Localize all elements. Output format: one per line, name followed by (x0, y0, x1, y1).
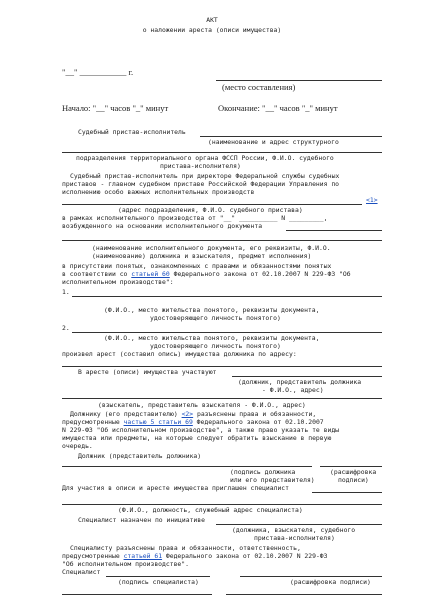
witness-2-caption-a: (Ф.И.О., место жительства понятого, реквизиты документа, (104, 334, 320, 342)
claimant-line (62, 398, 382, 399)
rights-line2 (62, 418, 324, 426)
arrest-address-line (62, 366, 382, 367)
witness-line1: в присутствии понятых, ознакомленных с правами и обязанностями понятых (62, 262, 332, 270)
article-60-link[interactable]: статьей 60 (131, 270, 170, 278)
specialist-sign-caption: (подпись специалиста) (118, 578, 199, 586)
sign-caption-2: (расшифровка (330, 468, 377, 476)
debtor-decode-line (320, 466, 382, 467)
specialist-caption: (Ф.И.О., должность, служебный адрес специалиста) (118, 506, 303, 514)
specialist-invited: Для участия в описи и аресте имущества приглашен специалист (62, 484, 290, 492)
rights2-text-a: предусмотренные (62, 418, 124, 426)
participants-line (232, 376, 382, 377)
division-line (62, 152, 382, 153)
rights2-text-b: Федерального закона от 02.10.2007 (192, 418, 324, 426)
witness-1-caption-a: (Ф.И.О., место жительства понятого, реквизиты документа, (104, 306, 320, 314)
spec-rights-text-b: Федерального закона от 02.10.2007 N 229-ФЗ (162, 552, 328, 560)
division-caption-3: пристава-исполнителя) (160, 162, 241, 170)
date-field: "__" ___________ г. (62, 67, 134, 77)
footnote-link-2[interactable]: <2> (181, 410, 194, 418)
bailiff-paragraph-line2: приставов - главном судебном приставе Российской Федерации Управления по (62, 180, 340, 188)
document-line (286, 230, 382, 231)
spec-rights-line3: "Об исполнительном производстве". (62, 560, 189, 568)
spec-rights-line2 (62, 552, 328, 560)
address-line (62, 204, 362, 205)
rights-text-b: разъяснены права и обязанности, (193, 410, 317, 418)
document-line-2 (62, 240, 382, 241)
place-caption: (место составления) (222, 82, 296, 92)
participants-label: В аресте (описи) имущества участвуют (78, 368, 217, 376)
end-time: Окончание: "__" часов "_" минут (218, 103, 338, 113)
specialist-sign-line (106, 576, 210, 577)
specialist-label: Специалист (62, 568, 101, 576)
arrest-line: произвел арест (составил опись) имущества должника по адресу: (62, 350, 297, 358)
witness-1-line (72, 296, 382, 297)
bottom-line-right (226, 594, 382, 595)
witness-1-number: 1. (62, 288, 70, 296)
place-line (216, 80, 382, 81)
debtor-caption-1: (должник, представитель должника (238, 378, 362, 386)
division-caption: (наименование и адрес структурного (208, 138, 339, 146)
bailiff-line (200, 136, 382, 137)
rights-line3: N 229-ФЗ "Об исполнительном производстве", а также право указать те виды (62, 426, 340, 434)
proceeding-line1: в рамках исполнительного производства от "__" __________ N _________, (62, 214, 328, 222)
document-title: АКТ (206, 16, 218, 24)
specialist-assigned: Специалист назначен по инициативе (78, 516, 205, 524)
article-69-link[interactable]: частью 5 статьи 69 (123, 418, 193, 426)
rights-line5: очередь. (62, 442, 93, 450)
witness-line3: исполнительном производстве": (62, 278, 174, 286)
debtor-sign-line (62, 466, 312, 467)
witness-1-caption-b: удостоверяющего личность понятого) (150, 314, 281, 322)
witness-2-caption-b: удостоверяющего личность понятого) (150, 342, 281, 350)
rights-line1 (70, 410, 316, 418)
specialist-decode-caption: (расшифровка подписи) (290, 578, 371, 586)
sign-caption-1: (подпись должника (230, 468, 296, 476)
debtor-caption-2: - Ф.И.О., адрес) (262, 386, 324, 394)
claimant-caption: (взыскатель, представитель взыскателя - Ф.И.О., адрес) (98, 401, 306, 409)
sign-caption-4: подписи) (338, 476, 369, 484)
initiative-caption-1: (должника, взыскателя, судебного (232, 526, 356, 534)
specialist-decode-line (240, 576, 382, 577)
debtor-sign-label: Должник (представитель должника) (78, 452, 202, 460)
rights-line4: имущества или предметы, на которые следует обратить взыскание в первую (62, 434, 332, 442)
document-caption-2: (наименование) должника и взыскателя, предмет исполнения) (92, 252, 312, 260)
bailiff-paragraph-line1: Судебный пристав-исполнитель при директоре Федеральной службы судебных (70, 172, 340, 180)
address-caption: (адрес подразделения, Ф.И.О. судебного пристава) (118, 206, 303, 214)
witness-text-b: Федерального закона от 02.10.2007 N 229-ФЗ "Об (169, 270, 351, 278)
bailiff-label: Судебный пристав-исполнитель (78, 128, 186, 136)
bottom-line-left (62, 594, 212, 595)
document-subtitle: о наложении ареста (описи имущества) (142, 26, 282, 34)
start-time: Начало: "__" часов "_" минут (62, 103, 169, 113)
proceeding-line2: возбужденного на основании исполнительного документа (62, 222, 263, 230)
witness-line2 (62, 270, 351, 278)
footnote-link-1[interactable]: <1> (366, 196, 378, 204)
article-61-link[interactable]: статьей 61 (123, 552, 163, 560)
spec-rights-text-a: предусмотренные (62, 552, 124, 560)
document-caption-1: (наименование исполнительного документа, его реквизиты, Ф.И.О. (92, 244, 331, 252)
initiative-line (216, 524, 382, 525)
witness-2-line (72, 332, 382, 333)
bailiff-paragraph-line3: исполнению особо важных исполнительных производств (62, 188, 255, 196)
rights-text-a: Должнику (его представителю) (70, 410, 182, 418)
witness-text-a: в соответствии со (62, 270, 132, 278)
initiative-caption-2: пристава-исполнителя) (254, 534, 335, 542)
specialist-invited-line (312, 492, 382, 493)
witness-2-number: 2. (62, 324, 70, 332)
spec-rights-line1: Специалисту разъяснены права и обязанности, ответственность, (70, 544, 301, 552)
sign-caption-3: или его представителя) (230, 476, 315, 484)
specialist-line (62, 504, 382, 505)
division-caption-2: подразделения территориального органа ФССП России, Ф.И.О. судебного (76, 154, 334, 162)
